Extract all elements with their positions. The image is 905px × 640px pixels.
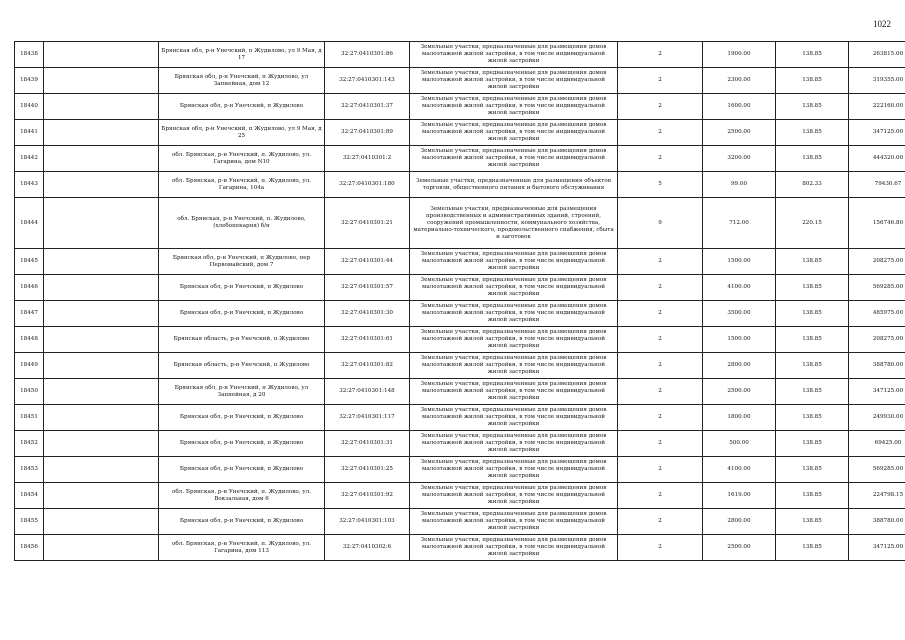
- land-use-cell: Земельные участки, предназначенные для размещения домов малоэтажной жилой застройки, в том числе индивидуальной жилой застройки: [410, 379, 618, 405]
- table-row: [15, 483, 905, 509]
- cadastral-number-cell: 32:27:0410301:86: [325, 42, 410, 68]
- land-use-cell: Земельные участки, предназначенные для размещения объектов торговли, общественного питания и бытового обслуживания: [410, 172, 618, 198]
- cadastral-number-cell: 32:27:0410301:30: [325, 301, 410, 327]
- address-cell: Брянская обл, р-н Унечский, п Жудилово: [159, 275, 325, 301]
- area-cell: 1619.00: [703, 483, 776, 509]
- blank-cell: [44, 172, 159, 198]
- cadastral-number-cell: 32:27:0410301:82: [325, 353, 410, 379]
- cadastral-value-cell: 569285.00: [849, 457, 905, 483]
- address-cell: обл. Брянская, р-н Унечский, п. Жудилово, ул. Вокзальная, дом 6: [159, 483, 325, 509]
- row-id-cell: 18441: [15, 120, 44, 146]
- address-cell: обл. Брянская, р-н Унечский, п. Жудилово, (хлебопекарня) б/н: [159, 198, 325, 249]
- row-id-cell: 18444: [15, 198, 44, 249]
- table-row: [15, 275, 905, 301]
- cadastral-number-cell: 32:27:0410301:61: [325, 327, 410, 353]
- area-cell: 1500.00: [703, 327, 776, 353]
- blank-cell: [44, 249, 159, 275]
- row-id-cell: 18443: [15, 172, 44, 198]
- row-id-cell: 18445: [15, 249, 44, 275]
- row-id-cell: 18439: [15, 68, 44, 94]
- specific-value-cell: 138.85: [776, 509, 849, 535]
- blank-cell: [44, 327, 159, 353]
- blank-cell: [44, 353, 159, 379]
- specific-value-cell: 138.85: [776, 431, 849, 457]
- area-cell: 3200.00: [703, 146, 776, 172]
- row-id-cell: 18449: [15, 353, 44, 379]
- row-id-cell: 18456: [15, 535, 44, 561]
- table-row: [15, 172, 905, 198]
- address-cell: Брянская обл, р-н Унечский, п Жудилово: [159, 457, 325, 483]
- use-category-cell: 5: [618, 172, 703, 198]
- use-category-cell: 2: [618, 457, 703, 483]
- specific-value-cell: 138.85: [776, 94, 849, 120]
- specific-value-cell: 138.85: [776, 249, 849, 275]
- area-cell: 4100.00: [703, 457, 776, 483]
- table-row: [15, 535, 905, 561]
- specific-value-cell: 138.85: [776, 120, 849, 146]
- specific-value-cell: 802.33: [776, 172, 849, 198]
- land-use-cell: Земельные участки, предназначенные для размещения домов малоэтажной жилой застройки, в том числе индивидуальной жилой застройки: [410, 120, 618, 146]
- cadastral-number-cell: 32:27:0410301:37: [325, 94, 410, 120]
- address-cell: Брянская обл, р-н Унечский, п Жудилово: [159, 405, 325, 431]
- cadastral-value-table: [14, 41, 905, 561]
- blank-cell: [44, 68, 159, 94]
- row-id-cell: 18440: [15, 94, 44, 120]
- use-category-cell: 9: [618, 198, 703, 249]
- use-category-cell: 2: [618, 431, 703, 457]
- address-cell: Брянская обл, р-н Унечский, п Жудилово, ул Запнейная, д 20: [159, 379, 325, 405]
- cadastral-value-cell: 319355.00: [849, 68, 905, 94]
- use-category-cell: 2: [618, 94, 703, 120]
- specific-value-cell: 138.85: [776, 275, 849, 301]
- specific-value-cell: 138.85: [776, 327, 849, 353]
- land-use-cell: Земельные участки, предназначенные для размещения домов малоэтажной жилой застройки, в том числе индивидуальной жилой застройки: [410, 509, 618, 535]
- table-row: [15, 353, 905, 379]
- table-row: [15, 405, 905, 431]
- area-cell: 4100.00: [703, 275, 776, 301]
- blank-cell: [44, 509, 159, 535]
- table-row: [15, 327, 905, 353]
- use-category-cell: 2: [618, 42, 703, 68]
- row-id-cell: 18450: [15, 379, 44, 405]
- use-category-cell: 2: [618, 327, 703, 353]
- row-id-cell: 18446: [15, 275, 44, 301]
- address-cell: Брянская обл, р-н Унечский, п Жудилово, ул Запнейная, дом 12: [159, 68, 325, 94]
- blank-cell: [44, 146, 159, 172]
- cadastral-number-cell: 32:27:0410301:180: [325, 172, 410, 198]
- blank-cell: [44, 42, 159, 68]
- cadastral-value-cell: 569285.00: [849, 275, 905, 301]
- cadastral-value-cell: 208275.00: [849, 249, 905, 275]
- land-use-cell: Земельные участки, предназначенные для размещения домов малоэтажной жилой застройки, в том числе индивидуальной жилой застройки: [410, 353, 618, 379]
- row-id-cell: 18448: [15, 327, 44, 353]
- area-cell: 2500.00: [703, 120, 776, 146]
- table-row: [15, 198, 905, 249]
- use-category-cell: 2: [618, 405, 703, 431]
- address-cell: Брянская область, р-н Унечский, п Жудилово: [159, 327, 325, 353]
- area-cell: 500.00: [703, 431, 776, 457]
- cadastral-number-cell: 32:27:0410301:117: [325, 405, 410, 431]
- cadastral-number-cell: 32:27:0410301:148: [325, 379, 410, 405]
- blank-cell: [44, 379, 159, 405]
- row-id-cell: 18451: [15, 405, 44, 431]
- area-cell: 1900.00: [703, 42, 776, 68]
- use-category-cell: 2: [618, 379, 703, 405]
- use-category-cell: 2: [618, 146, 703, 172]
- table-row: [15, 146, 905, 172]
- use-category-cell: 2: [618, 301, 703, 327]
- table-row: [15, 94, 905, 120]
- blank-cell: [44, 120, 159, 146]
- cadastral-value-cell: 69425.00: [849, 431, 905, 457]
- blank-cell: [44, 457, 159, 483]
- specific-value-cell: 138.85: [776, 42, 849, 68]
- address-cell: Брянская обл, р-н Унечский, п Жудилово: [159, 94, 325, 120]
- address-cell: обл. Брянская, р-н Унечский, п. Жудилово, ул. Гагарина, дом N10: [159, 146, 325, 172]
- blank-cell: [44, 431, 159, 457]
- table-row: [15, 431, 905, 457]
- address-cell: Брянская обл, р-н Унечский, п Жудилово, ул 9 Мая, д 25: [159, 120, 325, 146]
- table-row: [15, 301, 905, 327]
- table-row: [15, 379, 905, 405]
- table-body: [15, 42, 905, 561]
- cadastral-value-cell: 79430.67: [849, 172, 905, 198]
- table-row: [15, 249, 905, 275]
- use-category-cell: 2: [618, 275, 703, 301]
- cadastral-value-cell: 485975.00: [849, 301, 905, 327]
- address-cell: Брянская обл, р-н Унечский, п Жудилово, ул 9 Мая, д 17: [159, 42, 325, 68]
- area-cell: 99.00: [703, 172, 776, 198]
- cadastral-value-cell: 263815.00: [849, 42, 905, 68]
- land-use-cell: Земельные участки, предназначенные для размещения домов малоэтажной жилой застройки, в том числе индивидуальной жилой застройки: [410, 327, 618, 353]
- area-cell: 1600.00: [703, 94, 776, 120]
- blank-cell: [44, 198, 159, 249]
- specific-value-cell: 138.85: [776, 483, 849, 509]
- blank-cell: [44, 405, 159, 431]
- blank-cell: [44, 535, 159, 561]
- table-row: [15, 509, 905, 535]
- row-id-cell: 18447: [15, 301, 44, 327]
- area-cell: 2800.00: [703, 353, 776, 379]
- row-id-cell: 18452: [15, 431, 44, 457]
- area-cell: 1500.00: [703, 249, 776, 275]
- area-cell: 2800.00: [703, 509, 776, 535]
- row-id-cell: 18455: [15, 509, 44, 535]
- land-use-cell: Земельные участки, предназначенные для размещения домов малоэтажной жилой застройки, в том числе индивидуальной жилой застройки: [410, 431, 618, 457]
- specific-value-cell: 138.85: [776, 535, 849, 561]
- area-cell: 712.00: [703, 198, 776, 249]
- cadastral-value-cell: 347125.00: [849, 120, 905, 146]
- cadastral-number-cell: 32:27:0410302:6: [325, 535, 410, 561]
- cadastral-value-cell: 249930.00: [849, 405, 905, 431]
- cadastral-value-cell: 347125.00: [849, 379, 905, 405]
- use-category-cell: 2: [618, 68, 703, 94]
- cadastral-number-cell: 32:27:0410301:89: [325, 120, 410, 146]
- cadastral-number-cell: 32:27:0410301:31: [325, 431, 410, 457]
- cadastral-number-cell: 32:27:0410301:57: [325, 275, 410, 301]
- cadastral-value-cell: 347125.00: [849, 535, 905, 561]
- address-cell: Брянская обл, р-н Унечский, п Жудилово: [159, 509, 325, 535]
- cadastral-number-cell: 32:27:0410301:92: [325, 483, 410, 509]
- land-use-cell: Земельные участки, предназначенные для размещения домов малоэтажной жилой застройки, в том числе индивидуальной жилой застройки: [410, 457, 618, 483]
- area-cell: 2300.00: [703, 68, 776, 94]
- land-use-cell: Земельные участки, предназначенные для размещения домов малоэтажной жилой застройки, в том числе индивидуальной жилой застройки: [410, 483, 618, 509]
- row-id-cell: 18453: [15, 457, 44, 483]
- land-use-cell: Земельные участки, предназначенные для размещения домов малоэтажной жилой застройки, в том числе индивидуальной жилой застройки: [410, 405, 618, 431]
- address-cell: Брянская обл, р-н Унечский, п Жудилово: [159, 301, 325, 327]
- specific-value-cell: 220.15: [776, 198, 849, 249]
- land-use-cell: Земельные участки, предназначенные для размещения домов малоэтажной жилой застройки, в том числе индивидуальной жилой застройки: [410, 42, 618, 68]
- area-cell: 3500.00: [703, 301, 776, 327]
- blank-cell: [44, 483, 159, 509]
- row-id-cell: 18454: [15, 483, 44, 509]
- area-cell: 2500.00: [703, 379, 776, 405]
- use-category-cell: 2: [618, 353, 703, 379]
- address-cell: обл. Брянская, р-н Унечский, п. Жудилово, ул. Гагарина, дом 113: [159, 535, 325, 561]
- cadastral-value-cell: 388780.00: [849, 509, 905, 535]
- land-use-cell: Земельные участки, предназначенные для размещения домов малоэтажной жилой застройки, в том числе индивидуальной жилой застройки: [410, 301, 618, 327]
- use-category-cell: 2: [618, 483, 703, 509]
- specific-value-cell: 138.85: [776, 353, 849, 379]
- cadastral-value-cell: 222160.00: [849, 94, 905, 120]
- cadastral-number-cell: 32:27:0410301:2: [325, 146, 410, 172]
- cadastral-number-cell: 32:27:0410301:44: [325, 249, 410, 275]
- cadastral-value-cell: 224798.15: [849, 483, 905, 509]
- land-use-cell: Земельные участки, предназначенные для размещения домов малоэтажной жилой застройки, в том числе индивидуальной жилой застройки: [410, 146, 618, 172]
- specific-value-cell: 138.85: [776, 68, 849, 94]
- land-use-cell: Земельные участки, предназначенные для размещения домов малоэтажной жилой застройки, в том числе индивидуальной жилой застройки: [410, 535, 618, 561]
- blank-cell: [44, 301, 159, 327]
- specific-value-cell: 138.85: [776, 146, 849, 172]
- address-cell: Брянская обл, р-н Унечский, п Жудилово: [159, 431, 325, 457]
- row-id-cell: 18442: [15, 146, 44, 172]
- cadastral-value-cell: 388780.00: [849, 353, 905, 379]
- use-category-cell: 2: [618, 249, 703, 275]
- cadastral-value-cell: 156746.80: [849, 198, 905, 249]
- address-cell: обл. Брянская, р-н Унечский, п. Жудилово, ул. Гагарина, 104а: [159, 172, 325, 198]
- specific-value-cell: 138.85: [776, 379, 849, 405]
- cadastral-number-cell: 32:27:0410301:103: [325, 509, 410, 535]
- use-category-cell: 2: [618, 509, 703, 535]
- table-row: [15, 457, 905, 483]
- row-id-cell: 18438: [15, 42, 44, 68]
- address-cell: Брянская обл, р-н Унечский, п Жудилово, пер Первомайский, дом 7: [159, 249, 325, 275]
- area-cell: 2500.00: [703, 535, 776, 561]
- cadastral-number-cell: 32:27:0410301:25: [325, 457, 410, 483]
- cadastral-value-cell: 208275.00: [849, 327, 905, 353]
- area-cell: 1800.00: [703, 405, 776, 431]
- table-row: [15, 42, 905, 68]
- land-use-cell: Земельные участки, предназначенные для размещения производственных и административных зданий, строений, сооружений промышленности, коммунального хозяйства, материально-технического, продовольственного снабжения, сбыта и заготовок: [410, 198, 618, 249]
- use-category-cell: 2: [618, 120, 703, 146]
- specific-value-cell: 138.85: [776, 457, 849, 483]
- land-use-cell: Земельные участки, предназначенные для размещения домов малоэтажной жилой застройки, в том числе индивидуальной жилой застройки: [410, 94, 618, 120]
- specific-value-cell: 138.85: [776, 405, 849, 431]
- table-row: [15, 68, 905, 94]
- cadastral-number-cell: 32:27:0410301:143: [325, 68, 410, 94]
- blank-cell: [44, 94, 159, 120]
- use-category-cell: 2: [618, 535, 703, 561]
- blank-cell: [44, 275, 159, 301]
- page-number: 1022: [873, 19, 891, 29]
- address-cell: Брянская область, р-н Унечский, п Жудилово: [159, 353, 325, 379]
- specific-value-cell: 138.85: [776, 301, 849, 327]
- cadastral-value-cell: 444320.00: [849, 146, 905, 172]
- table-row: [15, 120, 905, 146]
- cadastral-number-cell: 32:27:0410301:21: [325, 198, 410, 249]
- land-use-cell: Земельные участки, предназначенные для размещения домов малоэтажной жилой застройки, в том числе индивидуальной жилой застройки: [410, 275, 618, 301]
- land-use-cell: Земельные участки, предназначенные для размещения домов малоэтажной жилой застройки, в том числе индивидуальной жилой застройки: [410, 68, 618, 94]
- land-use-cell: Земельные участки, предназначенные для размещения домов малоэтажной жилой застройки, в том числе индивидуальной жилой застройки: [410, 249, 618, 275]
